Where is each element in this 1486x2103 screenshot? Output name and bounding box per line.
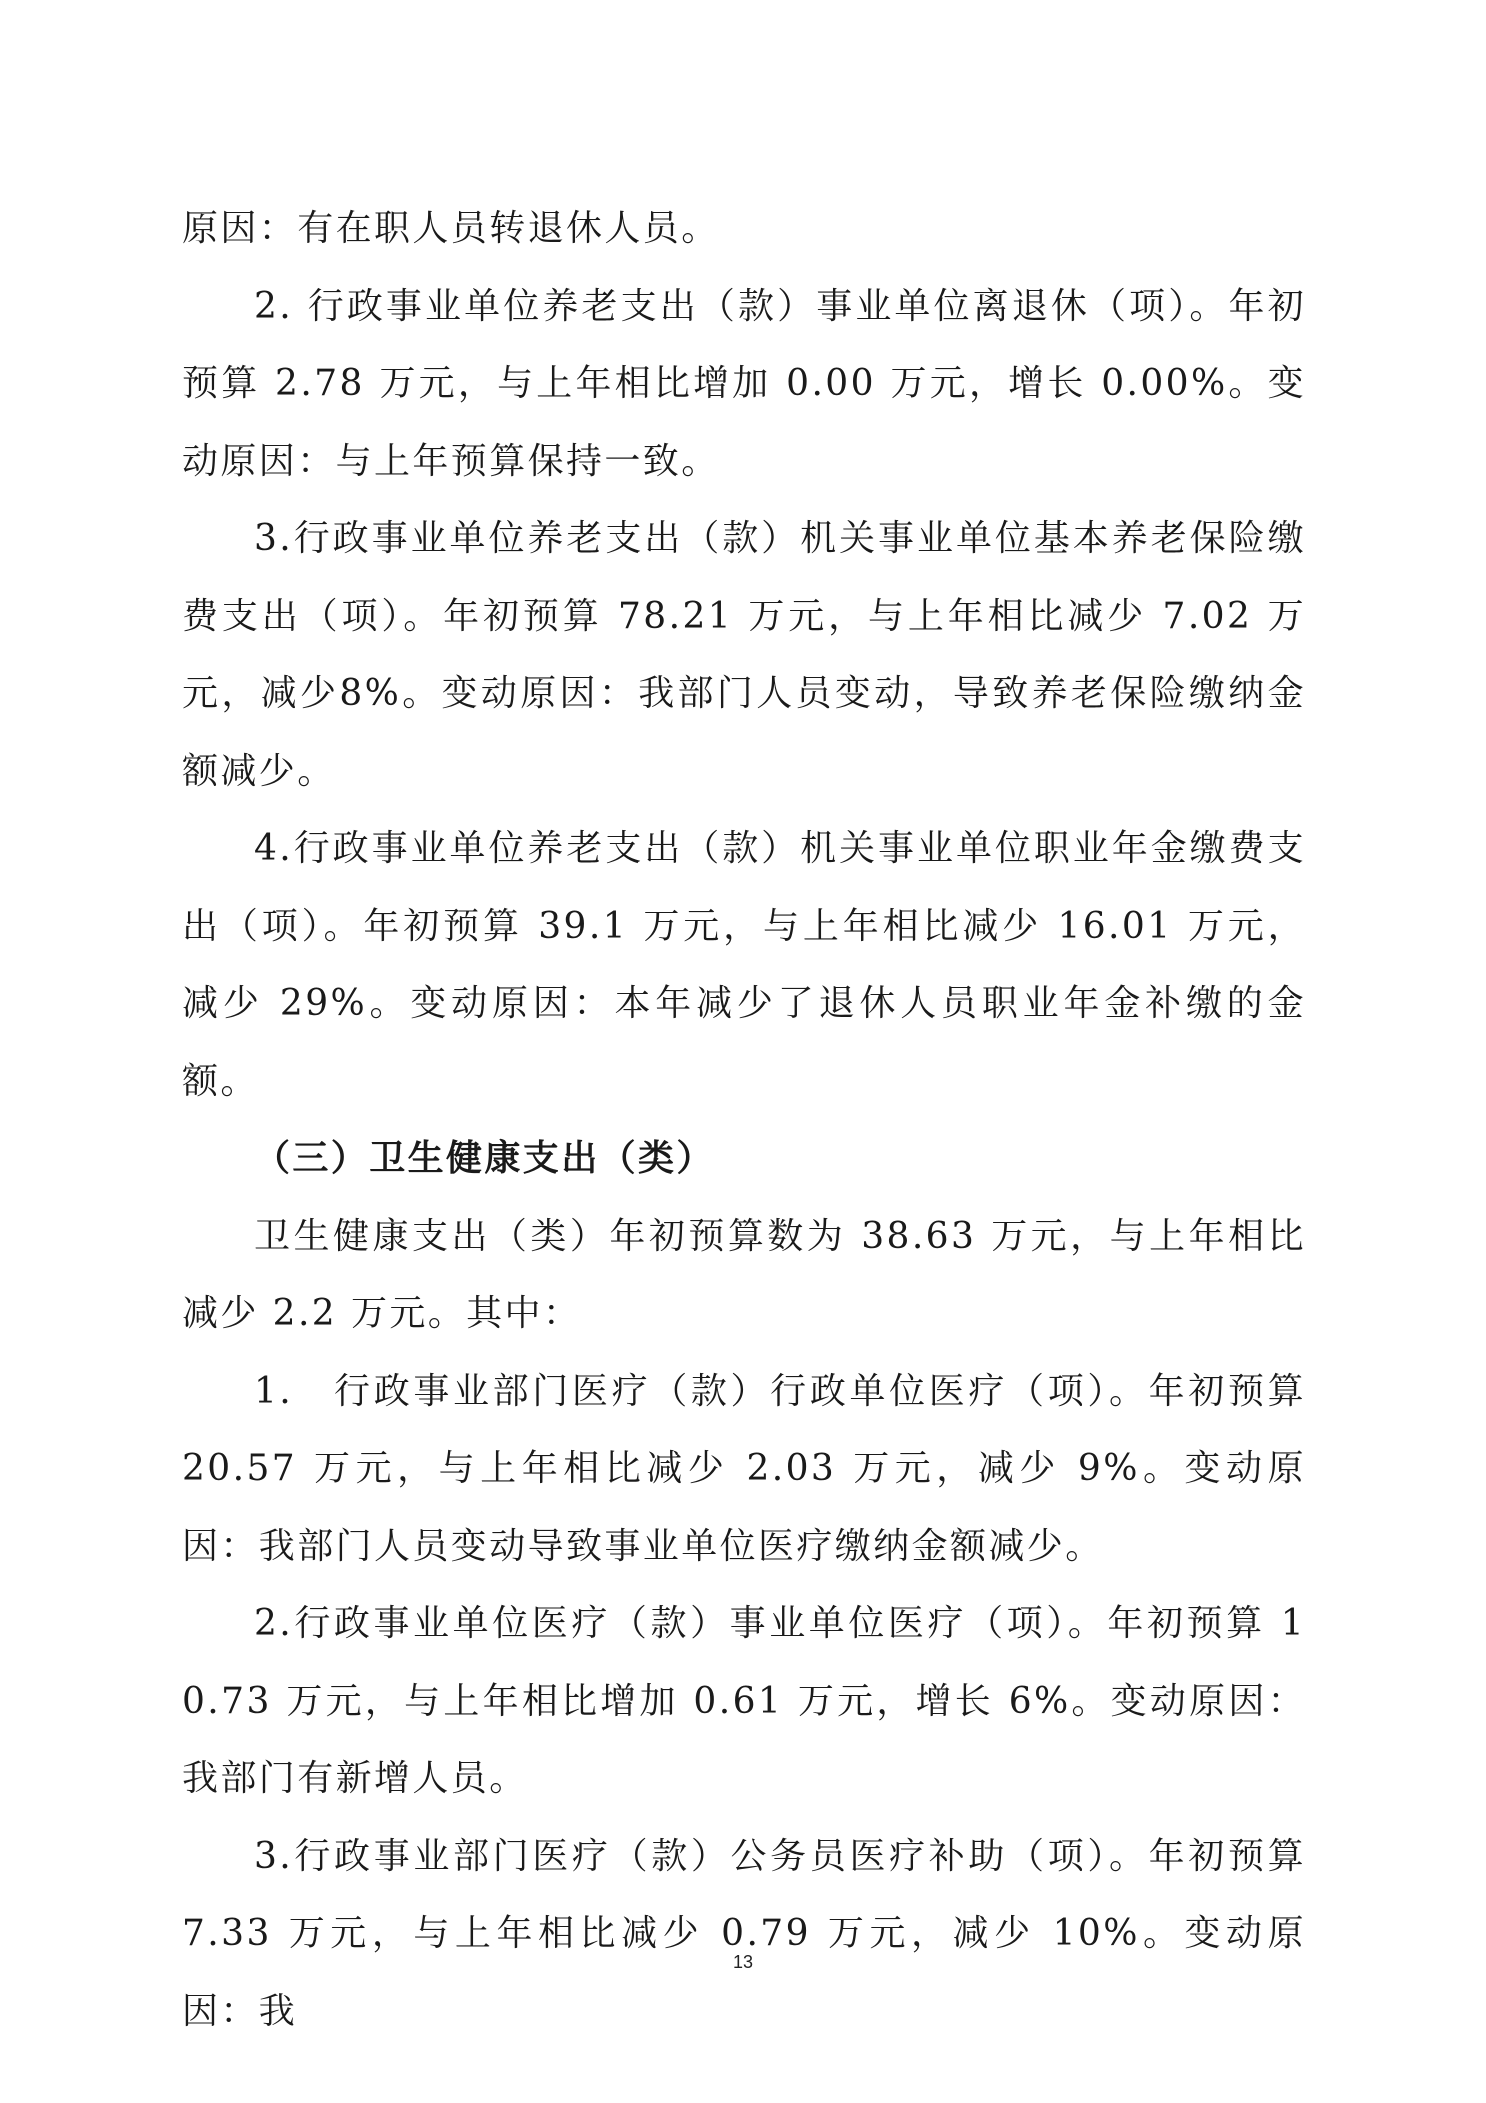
paragraph-pension-retirement: 2. 行政事业单位养老支出（款）事业单位离退休（项）。年初预算 2.78 万元，与上年相比增加 0.00 万元，增长 0.00%。变动原因：与上年预算保持一致。 xyxy=(182,285,1306,482)
paragraph-continuation: 原因：有在职人员转退休人员。 xyxy=(182,208,720,249)
paragraph-health-summary: 卫生健康支出（类）年初预算数为 38.63 万元，与上年相比减少 2.2 万元。其中： xyxy=(182,1215,1306,1334)
paragraph-admin-medical: 1. 行政事业部门医疗（款）行政单位医疗（项）。年初预算 20.57 万元，与上年相比减少 2.03 万元，减少 9%。变动原因：我部门人员变动导致事业单位医疗缴纳金额减少。 xyxy=(182,1370,1306,1567)
paragraph-basic-pension-insurance: 3.行政事业单位养老支出（款）机关事业单位基本养老保险缴费支出（项）。年初预算 78.21 万元，与上年相比减少 7.02 万元，减少8%。变动原因：我部门人员变动，导致养老保险缴纳金额减少。 xyxy=(182,518,1306,792)
paragraph-occupational-annuity: 4.行政事业单位养老支出（款）机关事业单位职业年金缴费支出（项）。年初预算 39.1 万元，与上年相比减少 16.01 万元，减少 29%。变动原因：本年减少了退休人员职业年金补缴的金额。 xyxy=(182,828,1306,1102)
paragraph-institution-medical: 2.行政事业单位医疗（款）事业单位医疗（项）。年初预算 10.73 万元，与上年相比增加 0.61 万元，增长 6%。变动原因：我部门有新增人员。 xyxy=(182,1603,1306,1799)
document-body xyxy=(182,190,1306,2050)
section-heading-health: （三）卫生健康支出（类） xyxy=(254,1137,715,1179)
page-number: 13 xyxy=(732,1952,754,1972)
paragraph-civil-servant-medical: 3.行政事业部门医疗（款）公务员医疗补助（项）。年初预算 7.33 万元，与上年相比减少 0.79 万元，减少 10%。变动原因：我 xyxy=(182,1835,1306,2032)
